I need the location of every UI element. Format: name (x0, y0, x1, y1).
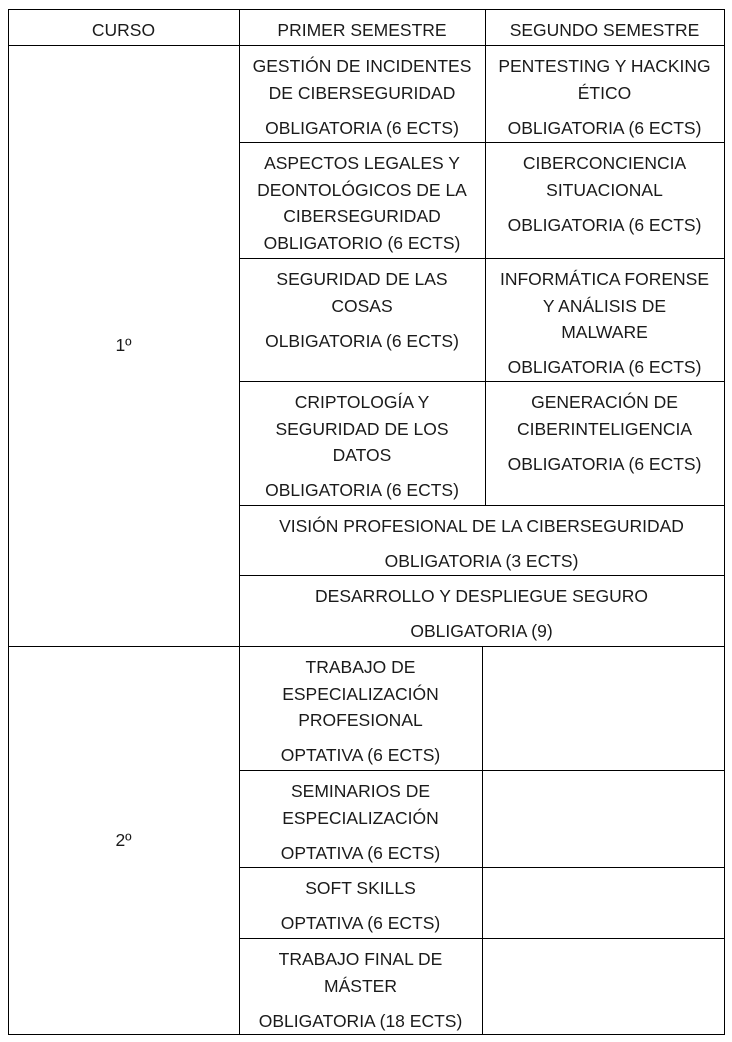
empty-cell (482, 646, 724, 770)
course-title-line: TRABAJO DE (305, 657, 416, 677)
table-border-right (724, 9, 725, 1034)
row-divider (239, 575, 724, 576)
course-title-line: ÉTICO (577, 82, 632, 103)
year-divider (8, 646, 724, 647)
semester-divider (485, 9, 486, 505)
course-title-line: Y ANÁLISIS DE (542, 295, 667, 316)
year-1-label: 1º (115, 335, 132, 356)
course-title-line: CIBERSEGURIDAD (283, 206, 441, 226)
row-divider (239, 938, 724, 939)
course-full-year (239, 575, 724, 646)
course-title-line: COSAS (331, 295, 393, 316)
course-title-line: SEGURIDAD DE LAS (276, 269, 448, 289)
course-title-line: CIBERCONCIENCIA (522, 153, 687, 173)
course-credits: OBLIGATORIA (6 ECTS) (507, 453, 702, 474)
course-title-line: CIBERINTELIGENCIA (516, 418, 693, 439)
course-title-line: SITUACIONAL (546, 179, 663, 200)
course-title-line: CRIPTOLOGÍA Y (294, 392, 430, 412)
semester-divider-year2 (482, 646, 483, 1034)
course-title-line: TRABAJO FINAL DE (278, 949, 443, 969)
course-credits: OBLIGATORIA (6 ECTS) (507, 117, 702, 138)
course-title-line: MÁSTER (324, 975, 397, 996)
header-curso: CURSO (91, 19, 156, 40)
course-credits: OBLIGATORIA (18 ECTS) (258, 1010, 463, 1031)
course-credits: OPTATIVA (6 ECTS) (280, 842, 441, 863)
course-first-semester (239, 867, 482, 938)
course-title-line: DESARROLLO Y DESPLIEGUE SEGURO (315, 586, 648, 606)
row-divider (239, 258, 724, 259)
course-title-line: VISIÓN PROFESIONAL DE LA CIBERSEGURIDAD (279, 516, 684, 536)
course-title-line: SOFT SKILLS (305, 878, 416, 898)
course-second-semester (485, 142, 724, 258)
course-credits: OBLIGATORIA (6 ECTS) (265, 117, 459, 138)
course-second-semester (485, 45, 724, 142)
course-first-semester (239, 45, 485, 142)
course-title-line: PENTESTING Y HACKING (498, 56, 711, 76)
column-divider (239, 9, 240, 1034)
row-divider (239, 142, 724, 143)
course-title-line: SEMINARIOS DE (290, 781, 431, 801)
course-credits: OBLIGATORIA (3 ECTS) (384, 551, 579, 571)
header-primer-semestre: PRIMER SEMESTRE (277, 19, 447, 40)
course-credits: OBLIGATORIA (6 ECTS) (265, 480, 459, 500)
table-border-bottom (8, 1034, 725, 1035)
course-credits: OBLIGATORIA (6 ECTS) (507, 214, 702, 235)
course-first-semester (239, 258, 485, 381)
course-title-line: ESPECIALIZACIÓN (282, 807, 439, 828)
course-title-line: DATOS (332, 445, 392, 465)
year-2-label: 2º (115, 829, 132, 850)
empty-cell (482, 938, 724, 1034)
table-border-top (8, 9, 725, 10)
course-title-line: PROFESIONAL (298, 710, 423, 730)
course-second-semester (485, 381, 724, 505)
course-credits: OBLIGATORIA (9) (410, 621, 553, 641)
course-title-line: GESTIÓN DE INCIDENTES (252, 56, 472, 76)
course-full-year (239, 505, 724, 575)
course-credits: OPTATIVA (6 ECTS) (280, 745, 441, 765)
empty-cell (482, 770, 724, 867)
course-first-semester (239, 381, 485, 505)
course-second-semester (485, 258, 724, 381)
course-credits: OPTATIVA (6 ECTS) (280, 913, 441, 933)
row-divider (239, 867, 724, 868)
course-title-line: GENERACIÓN DE (531, 392, 678, 412)
course-first-semester (239, 646, 482, 770)
row-divider (239, 770, 724, 771)
course-title-line: ASPECTOS LEGALES Y (264, 153, 460, 173)
course-credits: OLBIGATORIA (6 ECTS) (265, 330, 459, 351)
course-first-semester (239, 142, 485, 258)
course-title-line: INFORMÁTICA FORENSE (499, 269, 710, 289)
row-divider (239, 505, 724, 506)
course-credits: OBLIGATORIA (6 ECTS) (507, 357, 702, 377)
course-first-semester (239, 770, 482, 867)
course-first-semester (239, 938, 482, 1034)
course-title-line: OBLIGATORIO (6 ECTS) (263, 232, 461, 253)
header-divider (8, 45, 724, 46)
empty-cell (482, 867, 724, 938)
row-divider (239, 381, 724, 382)
table-border-left (8, 9, 9, 1034)
course-title-line: DEONTOLÓGICOS DE LA (257, 179, 467, 200)
course-title-line: MALWARE (561, 322, 648, 342)
header-segundo-semestre: SEGUNDO SEMESTRE (509, 19, 700, 40)
course-title-line: SEGURIDAD DE LOS (275, 418, 449, 439)
course-title-line: ESPECIALIZACIÓN (282, 683, 439, 704)
course-title-line: DE CIBERSEGURIDAD (268, 82, 456, 103)
